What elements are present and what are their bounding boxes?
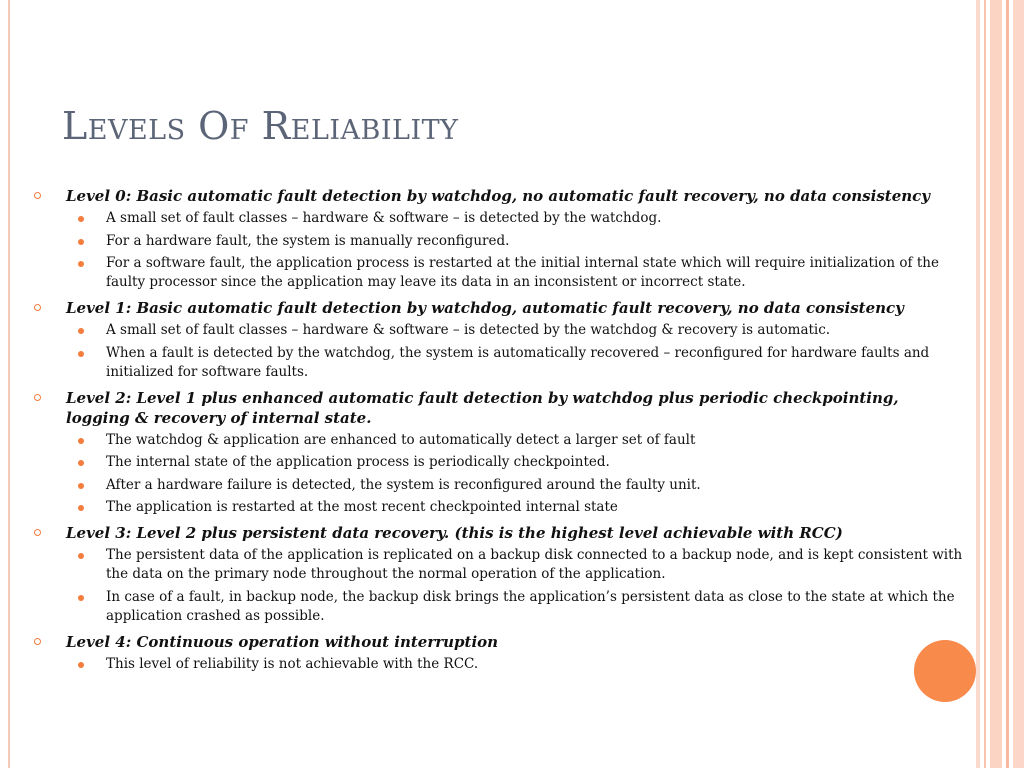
list-item: The application is restarted at the most recent checkpointed internal state xyxy=(34,498,964,517)
decorative-circle xyxy=(914,640,976,702)
decorative-stripes xyxy=(976,0,1024,768)
slide-content xyxy=(34,186,964,680)
stripe xyxy=(990,0,1002,768)
stripe xyxy=(1013,0,1024,768)
list-item: The persistent data of the application is replicated on a backup disk connected to a backup node, and is kept consistent with the data on the primary node throughout the normal operation of the application. xyxy=(34,546,964,584)
stripe xyxy=(1006,0,1009,768)
list-item: This level of reliability is not achievable with the RCC. xyxy=(34,655,964,674)
list-item: For a hardware fault, the system is manually reconfigured. xyxy=(34,232,964,251)
list-item: For a software fault, the application process is restarted at the initial internal state which will require initialization of the faulty processor since the application may leave its data in an inconsistent or incorrect state. xyxy=(34,254,964,292)
stripe xyxy=(976,0,980,768)
ring-bullet-icon xyxy=(34,529,41,536)
dot-bullet-icon xyxy=(78,595,84,601)
ring-bullet-icon xyxy=(34,192,41,199)
ring-bullet-icon xyxy=(34,304,41,311)
level-3 xyxy=(34,523,964,626)
dot-bullet-icon xyxy=(78,261,84,267)
dot-bullet-icon xyxy=(78,505,84,511)
level-heading: Level 2: Level 1 plus enhanced automatic fault detection by watchdog plus periodic checkpointing, logging & recovery of internal state. xyxy=(34,388,964,428)
dot-bullet-icon xyxy=(78,553,84,559)
level-heading: Level 1: Basic automatic fault detection by watchdog, automatic fault recovery, no data consistency xyxy=(34,298,964,318)
level-4 xyxy=(34,632,964,674)
dot-bullet-icon xyxy=(78,662,84,668)
level-1 xyxy=(34,298,964,382)
dot-bullet-icon xyxy=(78,216,84,222)
stripe xyxy=(984,0,986,768)
list-item: A small set of fault classes – hardware & software – is detected by the watchdog. xyxy=(34,209,964,228)
dot-bullet-icon xyxy=(78,351,84,357)
level-0 xyxy=(34,186,964,292)
list-item: A small set of fault classes – hardware & software – is detected by the watchdog & recovery is automatic. xyxy=(34,321,964,340)
dot-bullet-icon xyxy=(78,460,84,466)
level-2 xyxy=(34,388,964,518)
level-heading: Level 3: Level 2 plus persistent data recovery. (this is the highest level achievable with RCC) xyxy=(34,523,964,543)
ring-bullet-icon xyxy=(34,638,41,645)
list-item: The watchdog & application are enhanced to automatically detect a larger set of fault xyxy=(34,431,964,450)
level-heading: Level 0: Basic automatic fault detection by watchdog, no automatic fault recovery, no data consistency xyxy=(34,186,964,206)
list-item: After a hardware failure is detected, the system is reconfigured around the faulty unit. xyxy=(34,476,964,495)
slide-title: Levels Of Reliability xyxy=(62,104,459,148)
dot-bullet-icon xyxy=(78,438,84,444)
dot-bullet-icon xyxy=(78,239,84,245)
ring-bullet-icon xyxy=(34,394,41,401)
dot-bullet-icon xyxy=(78,328,84,334)
list-item: In case of a fault, in backup node, the backup disk brings the application’s persistent data as close to the state at which the application crashed as possible. xyxy=(34,588,964,626)
level-heading: Level 4: Continuous operation without interruption xyxy=(34,632,964,652)
dot-bullet-icon xyxy=(78,483,84,489)
list-item: The internal state of the application process is periodically checkpointed. xyxy=(34,453,964,472)
list-item: When a fault is detected by the watchdog, the system is automatically recovered – reconfigured for hardware faults and initialized for software faults. xyxy=(34,344,964,382)
